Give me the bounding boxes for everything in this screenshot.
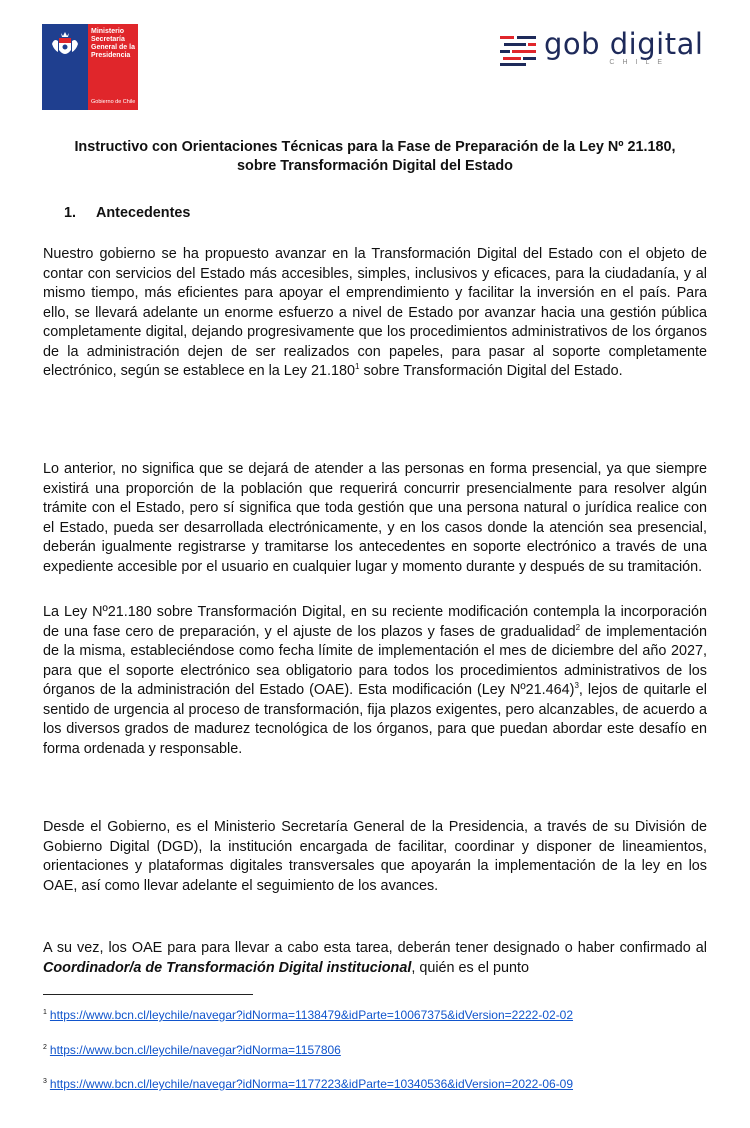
paragraph-3: La Ley Nº21.180 sobre Transformación Digital, en su reciente modificación contempla la incorporación de una fase cero de preparación, y el ajuste de los plazos y fases de gradualidad$^2$ de implementación de la misma, estableciéndose como fecha límite de implementación el mes de diciembre del año 2027, para que el soporte electrónico sea obligatorio para todos los procedimientos administrativos de los órganos de la administración del Estado (OAE). Esta modificación (Ley Nº21.464)$^3$, lejos de quitarle el sentido de urgencia al proceso de transformación, fija plazos exigentes, pero alcanzables, de acuerdo a los diversos grados de madurez tecnológica de los órganos, para que puedan abordar este desafío en forma ordenada y responsable. xyxy=(43,604,708,757)
section-number: 1. xyxy=(64,205,77,221)
footnote-2: $^2$ https://www.bcn.cl/leychile/navegar?idNorma=1157806 xyxy=(43,1043,341,1057)
paragraph-2: Lo anterior, no significa que se dejará de atender a las personas en forma presencial, ya que siempre existirá una proporción de la población que requerirá concurrir presencialmente para resolver algún trámite con el Estado, pero sí significa que toda gestión que una persona natural o jurídica realice con el Estado, pueda ser desarrollada electrónicamente, y en los casos donde la atención sea presencial, deberán igualmente registrarse y tramitarse los antecedentes en soporte electrónico a través de una expediente accesible por el usuario en cualquier lugar y momento durante y después de su tramitación. xyxy=(43,461,707,575)
footnote-2-link[interactable]: https://www.bcn.cl/leychile/navegar?idNorma=1157806 xyxy=(49,1043,341,1057)
gob-digital-wordmark: gob digital xyxy=(544,27,704,61)
section-heading xyxy=(64,205,190,221)
gob-digital-country: CHILE xyxy=(609,59,671,66)
footnote-3: $^3$ https://www.bcn.cl/leychile/navegar?idNorma=1177223&idParte=10340536&idVersion=2022-06-09 xyxy=(43,1077,574,1091)
footnote-ref-2[interactable]: 2 xyxy=(575,622,581,632)
section-title: Antecedentes xyxy=(96,205,191,221)
footnote-1-link[interactable]: https://www.bcn.cl/leychile/navegar?idNorma=1138479&idParte=10067375&idVersion=2222-02-02 xyxy=(49,1008,574,1022)
paragraph-1: Nuestro gobierno se ha propuesto avanzar en la Transformación Digital del Estado con el objeto de contar con servicios del Estado más accesibles, simples, inclusivos y eficaces, para la ciudadanía, y al mismo tiempo, más eficientes para apoyar el emprendimiento y facilitar la inversión en el país. Para ello, se llevará adelante un enorme esfuerzo a nivel de Estado por avanzar hacia una gestión pública completamente digital, dejando progresivamente que los procedimientos administrativos de los órganos de la administración dejen de ser realizados con papeles, para pasar al soporte completamente electrónico, según se establece en la Ley 21.180$^1$ sobre Transformación Digital del Estado. xyxy=(43,246,707,379)
footnote-3-link[interactable]: https://www.bcn.cl/leychile/navegar?idNorma=1177223&idParte=10340536&idVersion=2022-06-09 xyxy=(49,1077,574,1091)
ministry-name: Ministerio Secretaría General de la Presidencia xyxy=(91,28,135,59)
coat-of-arms-icon xyxy=(42,24,88,110)
gob-digital-stripes-icon xyxy=(500,36,536,66)
footnote-divider xyxy=(43,994,253,995)
footnote-ref-3[interactable]: 3 xyxy=(574,681,579,691)
paragraph-5: A su vez, los OAE para para llevar a cabo esta tarea, deberán tener designado o haber confirmado al Coordinador/a de Transformación Digital institucional, quién es el punto xyxy=(43,940,707,976)
coordinator-role: Coordinador/a de Transformación Digital institucional xyxy=(43,959,412,976)
ministry-logo xyxy=(42,24,138,110)
paragraph-4: Desde el Gobierno, es el Ministerio Secretaría General de la Presidencia, a través de su División de Gobierno Digital (DGD), la institución encargada de facilitar, coordinar y disponer de lineamientos, orientaciones y plataformas digitales transversales que apoyarán la implementación de la ley en los OAE, así como llevar adelante el seguimiento de los avances. xyxy=(43,819,707,894)
footnote-ref-1[interactable]: 1 xyxy=(355,362,360,372)
gob-digital-logo xyxy=(500,27,704,70)
footnote-1: $^1$ https://www.bcn.cl/leychile/navegar?idNorma=1138479&idParte=10067375&idVersion=2222-02-02 xyxy=(43,1008,574,1022)
document-title: Instructivo con Orientaciones Técnicas para la Fase de Preparación de la Ley Nº 21.180, sobre Transformación Digital del Estado xyxy=(74,139,676,174)
government-label: Gobierno de Chile xyxy=(91,99,136,105)
